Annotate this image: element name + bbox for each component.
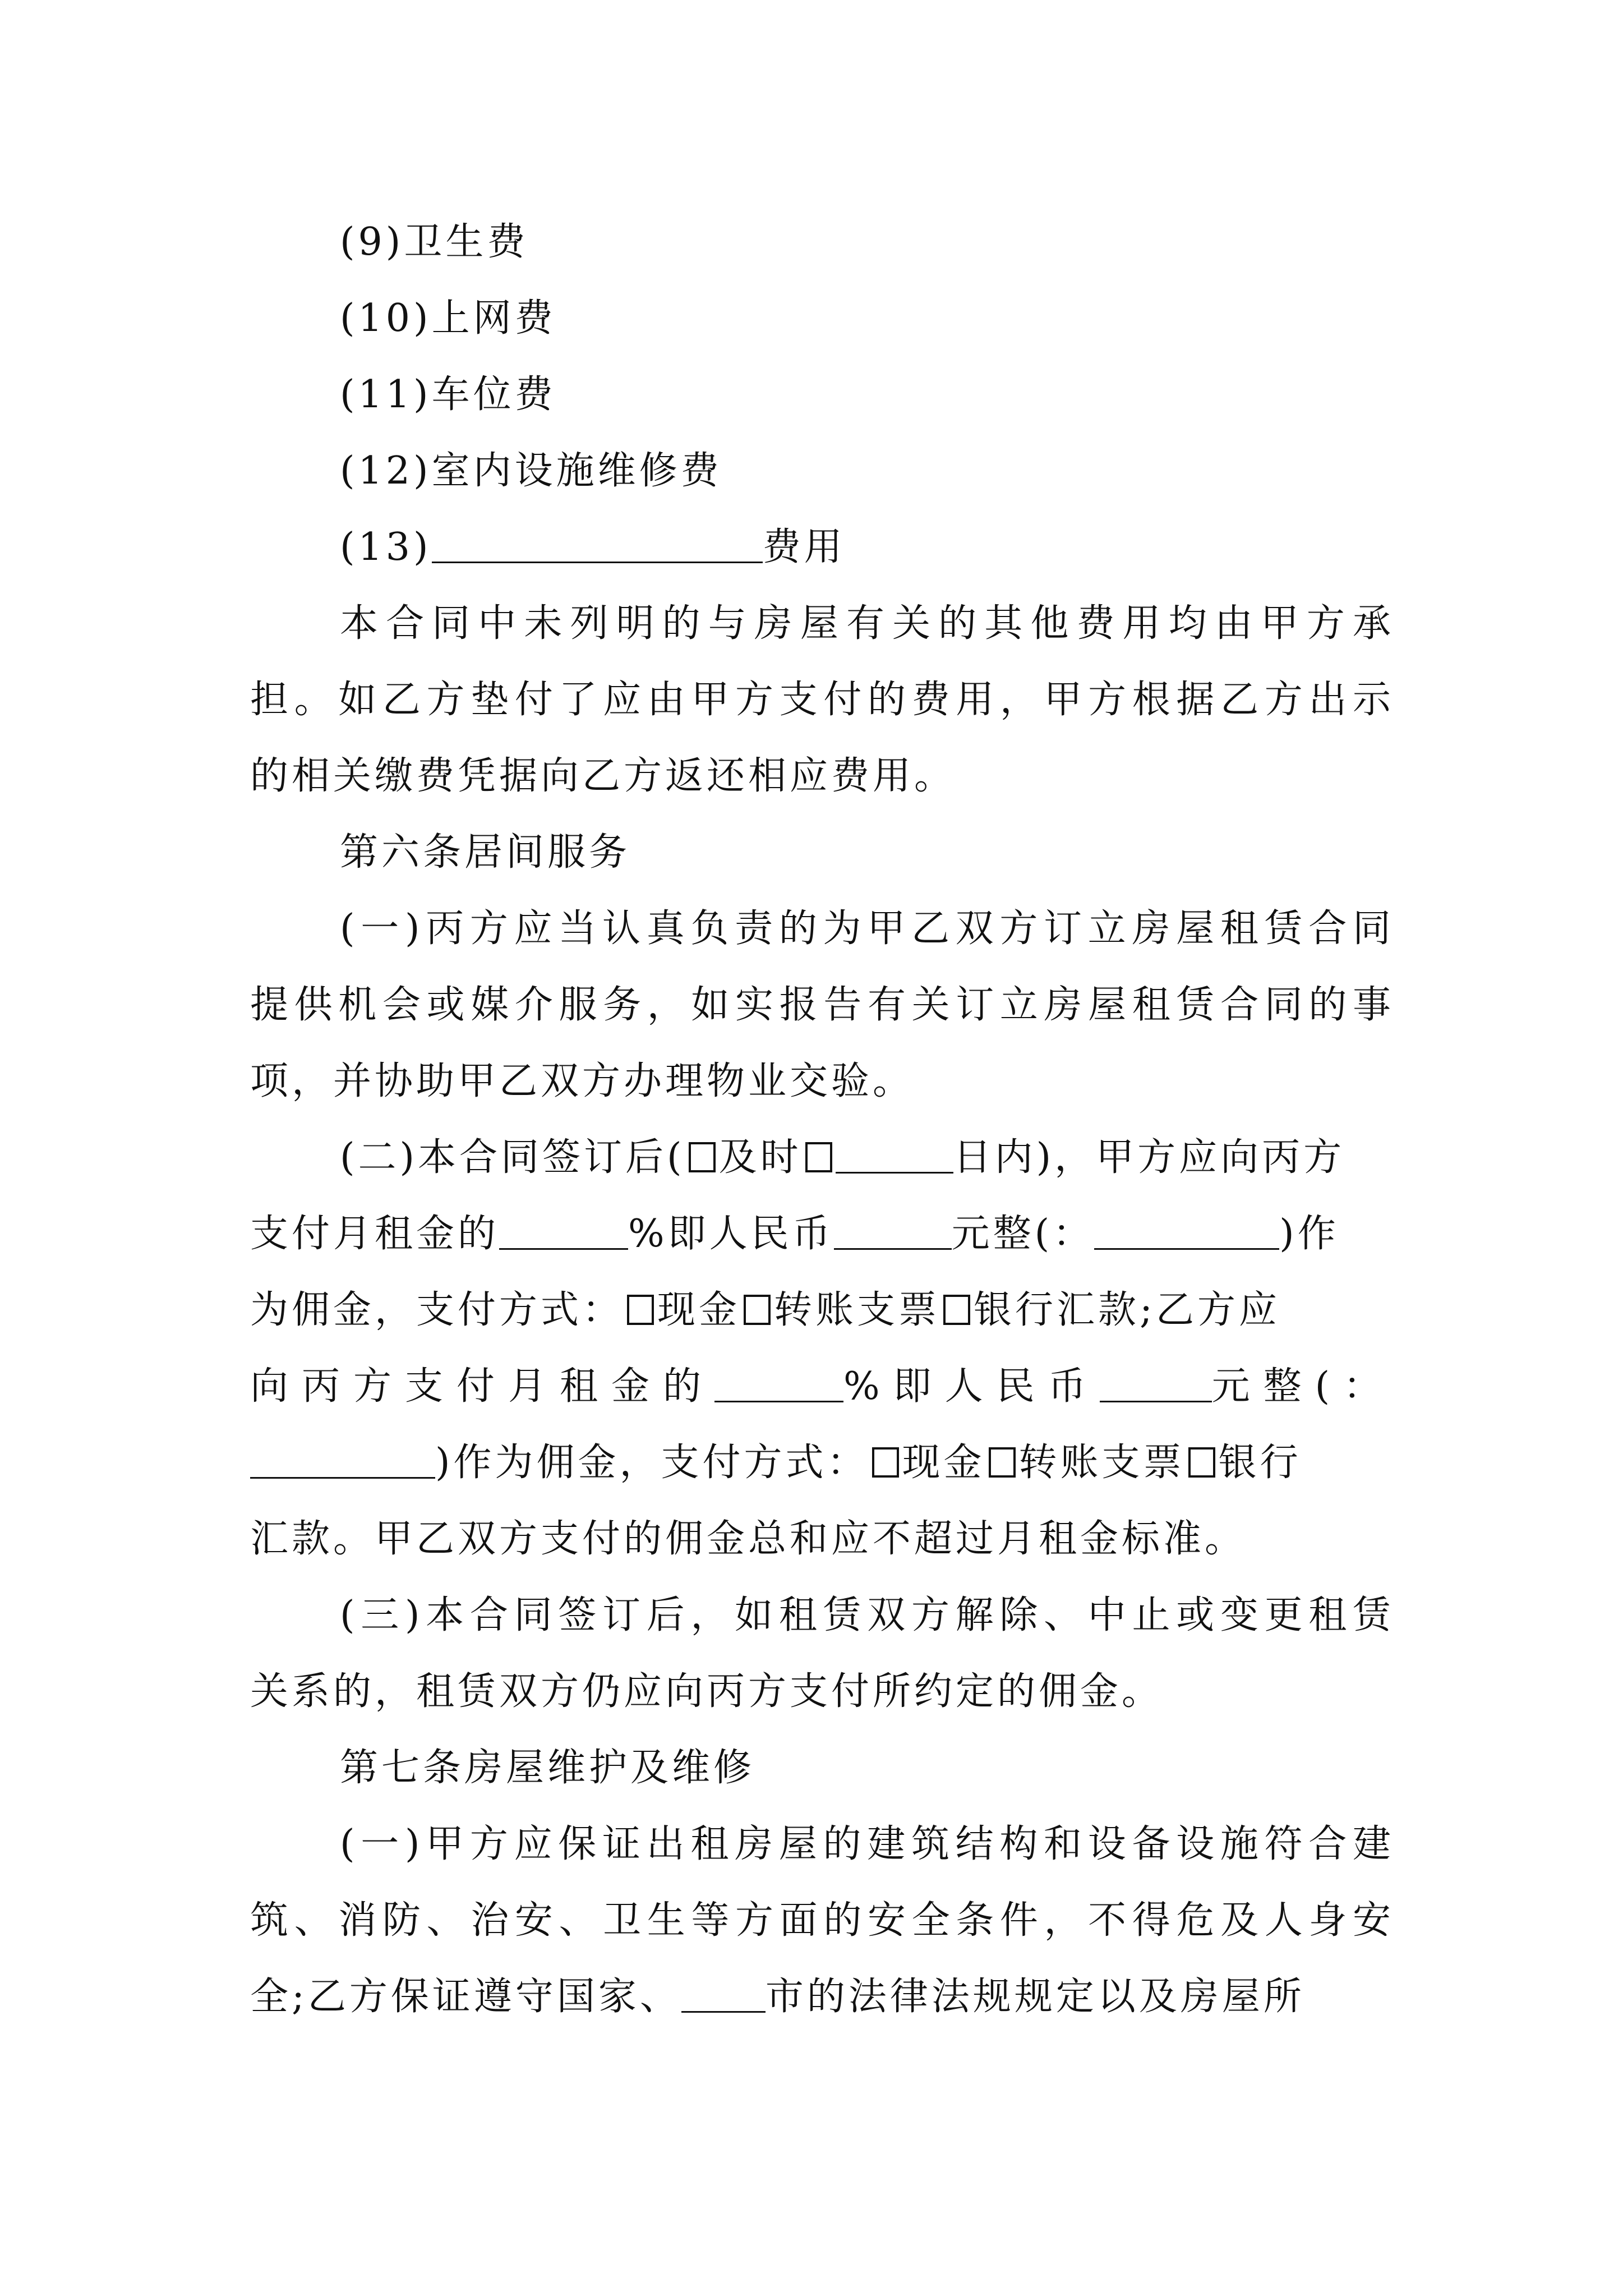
fill-in-blank: [714, 1365, 843, 1402]
line-text: %即人民币: [843, 1364, 1100, 1409]
text-line: [250, 1042, 1394, 1121]
section-heading: [340, 813, 1394, 892]
checkbox-icon: [989, 1447, 1016, 1478]
text-line: [340, 1805, 1394, 1884]
text-line: [250, 1500, 1394, 1579]
text-line: [250, 1195, 1394, 1273]
text-line: [340, 356, 1394, 434]
text-line: [340, 508, 1394, 587]
text-line: [340, 585, 1394, 663]
line-text: (二)本合同签订后(: [340, 1135, 685, 1180]
checkbox-icon: [805, 1142, 832, 1172]
line-text: 本合同中未列明的与房屋有关的其他费用均由甲方承: [340, 601, 1394, 646]
line-text: )作: [1279, 1212, 1339, 1256]
checkbox-icon: [943, 1295, 970, 1325]
line-text: 筑、消防、治安、卫生等方面的安全条件，不得危及人身安: [250, 1898, 1394, 1943]
line-text: %即人民币: [628, 1212, 834, 1256]
line-text: 为佣金，支付方式：: [250, 1288, 624, 1332]
line-text: 银行汇款;乙方应: [974, 1288, 1280, 1332]
line-text: (13): [340, 525, 432, 569]
text-line: [340, 203, 1394, 282]
checkbox-icon: [744, 1295, 771, 1325]
line-text: 向丙方支付月租金的: [250, 1364, 715, 1409]
line-text: (11)车位费: [340, 372, 556, 417]
line-text: 转账支票: [1018, 1441, 1185, 1485]
line-text: 项，并协助甲乙双方办理物业交验。: [250, 1059, 915, 1103]
line-text: 现金: [902, 1441, 985, 1485]
line-text: 现金: [657, 1288, 741, 1332]
text-line: [340, 279, 1394, 358]
text-line: [250, 966, 1394, 1045]
text-line: [250, 1958, 1394, 2036]
line-text: 银行: [1218, 1441, 1302, 1485]
section-heading: [340, 1729, 1394, 1807]
fill-in-blank: [250, 1441, 435, 1479]
line-text: 关系的，租赁双方仍应向丙方支付所约定的佣金。: [250, 1669, 1164, 1714]
text-line: [340, 432, 1394, 510]
text-line: [340, 1119, 1394, 1197]
text-line: [250, 737, 1394, 816]
line-text: (一)甲方应保证出租房屋的建筑结构和设备设施符合建: [340, 1822, 1394, 1866]
fill-in-blank: [1100, 1365, 1212, 1402]
text-line: [250, 1271, 1394, 1350]
fill-in-blank: [499, 1212, 628, 1250]
fill-in-blank: [1094, 1212, 1279, 1250]
text-line: [340, 890, 1394, 968]
line-text: (12)室内设施维修费: [340, 449, 722, 493]
line-text: 元整(：: [1211, 1364, 1395, 1409]
line-text: 提供机会或媒介服务，如实报告有关订立房屋租赁合同的事: [250, 983, 1394, 1027]
line-text: 日内)，甲方应向丙方: [953, 1135, 1345, 1180]
line-text: 支付月租金的: [250, 1212, 500, 1256]
checkbox-icon: [627, 1295, 654, 1325]
text-line: [250, 1881, 1394, 1960]
fill-in-blank: [432, 526, 763, 563]
line-text: 第七条房屋维护及维修: [340, 1746, 755, 1790]
line-text: (9)卫生费: [340, 220, 529, 264]
line-text: 的相关缴费凭据向乙方返还相应费用。: [250, 754, 956, 798]
text-line: [340, 1576, 1394, 1655]
checkbox-icon: [1188, 1447, 1215, 1478]
line-text: 汇款。甲乙双方支付的佣金总和应不超过月租金标准。: [250, 1517, 1247, 1561]
text-line: [250, 1424, 1394, 1502]
line-text: 转账支票: [774, 1288, 940, 1332]
line-text: (三)本合同签订后，如租赁双方解除、中止或变更租赁: [340, 1593, 1394, 1637]
line-text: 元整(：: [951, 1212, 1095, 1256]
line-text: (10)上网费: [340, 296, 556, 341]
line-text: 全;乙方保证遵守国家、: [250, 1975, 681, 2019]
line-text: 费用: [762, 525, 846, 569]
text-line: [250, 1653, 1394, 1731]
line-text: 市的法律法规规定以及房屋所: [765, 1975, 1305, 2019]
checkbox-icon: [872, 1447, 899, 1478]
checkbox-icon: [689, 1142, 716, 1172]
fill-in-blank: [836, 1136, 953, 1174]
line-text: )作为佣金，支付方式：: [435, 1441, 869, 1485]
line-text: 及时: [718, 1135, 802, 1180]
fill-in-blank: [681, 1975, 766, 2013]
line-text: 担。如乙方垫付了应由甲方支付的费用，甲方根据乙方出示: [250, 678, 1394, 722]
line-text: (一)丙方应当认真负责的为甲乙双方订立房屋租赁合同: [340, 907, 1394, 951]
text-line: [250, 1347, 1394, 1426]
text-line: [250, 661, 1394, 739]
line-text: 第六条居间服务: [340, 830, 631, 875]
fill-in-blank: [834, 1212, 952, 1250]
